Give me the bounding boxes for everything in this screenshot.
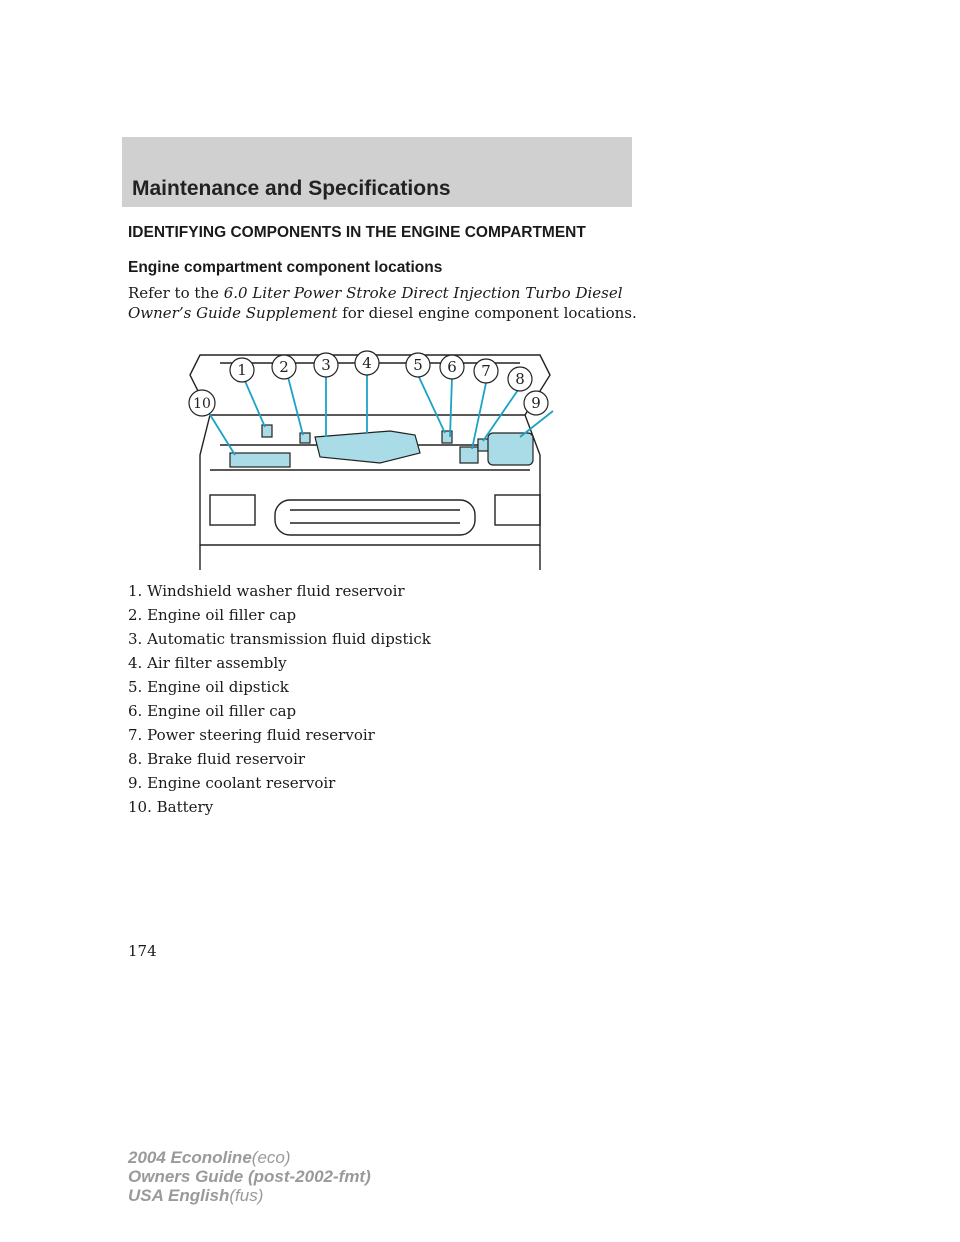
legend-item: 2. Engine oil filler cap (128, 606, 297, 624)
legend-item: 9. Engine coolant reservoir (128, 774, 336, 792)
legend-item: 10. Battery (128, 798, 214, 816)
legend-item: 8. Brake fluid reservoir (128, 750, 306, 768)
legend-item: 4. Air filter assembly (128, 654, 287, 672)
svg-text:5: 5 (413, 356, 423, 374)
legend-item: 6. Engine oil filler cap (128, 702, 297, 720)
callout-6 (440, 355, 464, 379)
callout-2 (272, 355, 296, 379)
intro-suffix: for diesel engine component locations. (342, 304, 637, 322)
svg-text:1: 1 (237, 361, 247, 379)
callout-7 (474, 359, 498, 383)
footer-language-code: (fus) (229, 1186, 264, 1205)
callout-10 (189, 390, 215, 416)
svg-text:3: 3 (321, 356, 331, 374)
callout-5 (406, 353, 430, 377)
svg-text:2: 2 (279, 358, 289, 376)
svg-text:9: 9 (531, 394, 541, 412)
svg-text:4: 4 (362, 354, 372, 372)
section-heading: IDENTIFYING COMPONENTS IN THE ENGINE COMPARTMENT (128, 224, 586, 241)
engine-compartment-illustration (180, 335, 560, 575)
section-header-band (122, 137, 632, 207)
svg-text:8: 8 (515, 370, 525, 388)
legend-item: 1. Windshield washer fluid reservoir (128, 582, 405, 600)
svg-text:6: 6 (447, 358, 457, 376)
intro-prefix: Refer to the (128, 284, 224, 302)
callout-1 (230, 358, 254, 382)
section-header-title: Maintenance and Specifications (132, 177, 451, 200)
legend-item: 5. Engine oil dipstick (128, 678, 289, 696)
callout-4 (355, 351, 379, 375)
document-footer (128, 1148, 371, 1205)
intro-paragraph (128, 283, 648, 323)
callout-3 (314, 353, 338, 377)
svg-text:7: 7 (481, 362, 491, 380)
svg-text:10: 10 (193, 396, 211, 412)
legend-item: 3. Automatic transmission fluid dipstick (128, 630, 431, 648)
footer-guide: Owners Guide (post-2002-fmt) (128, 1167, 371, 1186)
callout-9 (524, 391, 548, 415)
callout-8 (508, 367, 532, 391)
footer-model: 2004 Econoline (128, 1148, 252, 1167)
legend-item: 7. Power steering fluid reservoir (128, 726, 375, 744)
intro-reference: 6.0 Liter Power Stroke Direct Injection Turbo Diesel Owner’s Guide Supplement (128, 284, 623, 322)
component-legend (128, 581, 431, 821)
sub-heading: Engine compartment component locations (128, 259, 443, 276)
footer-language: USA English (128, 1186, 230, 1205)
footer-model-code: (eco) (251, 1148, 291, 1167)
page-number: 174 (128, 942, 157, 960)
